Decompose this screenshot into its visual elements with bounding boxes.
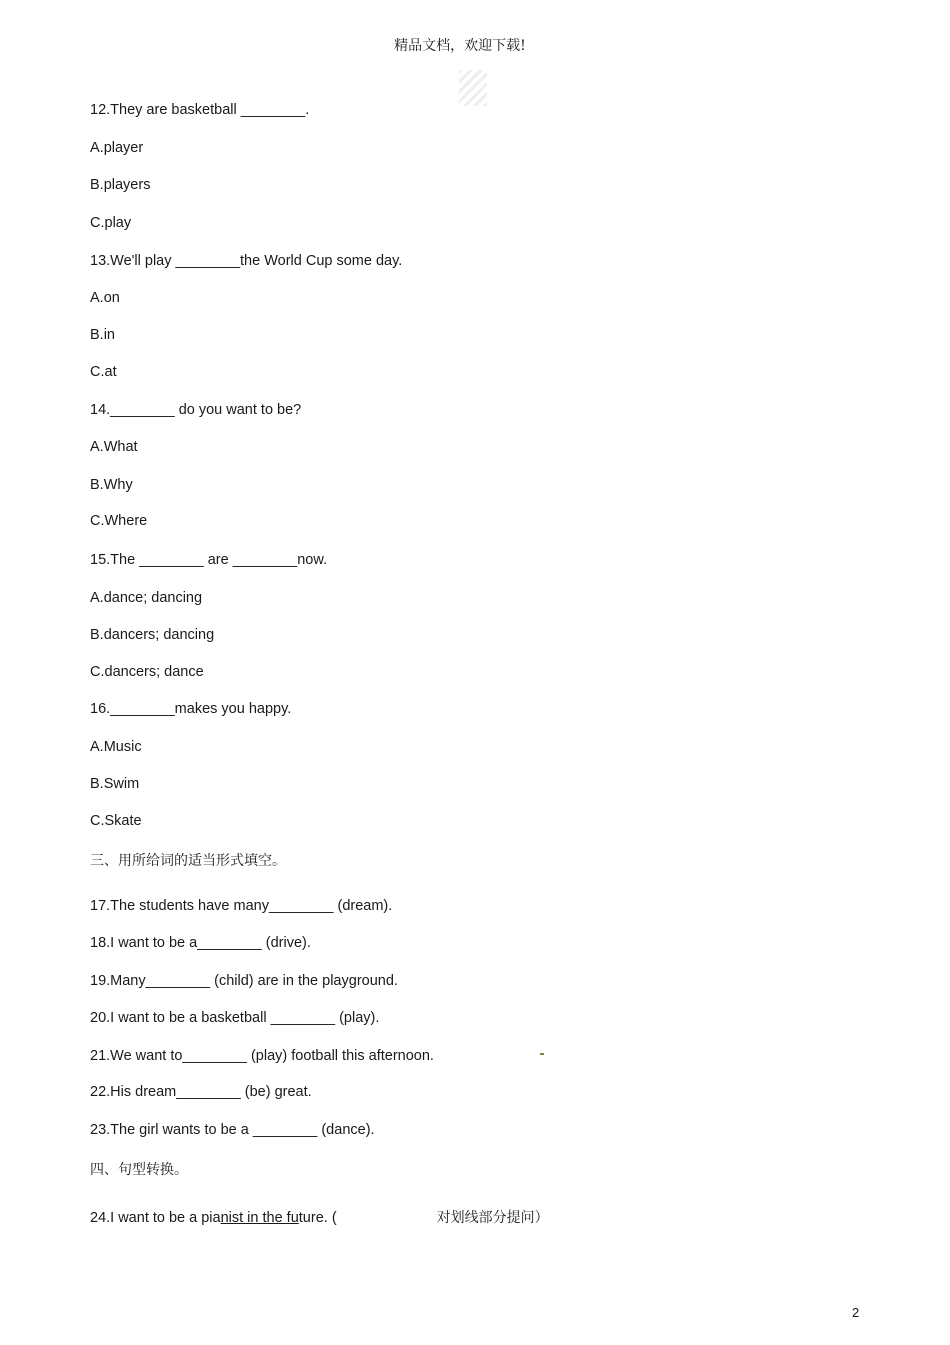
question-23: 23.The girl wants to be a ________ (dance). bbox=[90, 1122, 375, 1138]
option-16a: A.Music bbox=[90, 739, 142, 755]
question-18: 18.I want to be a________ (drive). bbox=[90, 935, 311, 951]
page-header: 精品文档，欢迎下载! bbox=[394, 38, 526, 54]
option-12b: B.players bbox=[90, 177, 151, 193]
question-14: 14.________ do you want to be? bbox=[90, 402, 302, 418]
question-20: 20.I want to be a basketball ________ (play). bbox=[90, 1010, 380, 1026]
option-15b: B.dancers; dancing bbox=[90, 627, 215, 643]
option-15c: C.dancers; dance bbox=[90, 664, 204, 680]
question-17: 17.The students have many________ (dream). bbox=[90, 898, 393, 914]
question-16: 16.________makes you happy. bbox=[90, 701, 292, 717]
question-24 bbox=[90, 1207, 549, 1227]
option-13c: C.at bbox=[90, 364, 117, 380]
q24-text-end: ture. ( bbox=[298, 1210, 337, 1226]
question-19: 19.Many________ (child) are in the playground. bbox=[90, 973, 398, 989]
section-4-heading: 四、句型转换。 bbox=[90, 1162, 188, 1178]
option-13a: A.on bbox=[90, 290, 120, 306]
stray-mark bbox=[540, 1053, 544, 1055]
decorative-watermark bbox=[459, 70, 487, 106]
question-22: 22.His dream________ (be) great. bbox=[90, 1084, 312, 1100]
option-12a: A.player bbox=[90, 140, 144, 156]
question-13: 13.We'll play ________the World Cup some day. bbox=[90, 253, 403, 269]
option-14b: B.Why bbox=[90, 477, 133, 493]
option-16b: B.Swim bbox=[90, 776, 140, 792]
q24-instruction: 对划线部分提问） bbox=[436, 1210, 549, 1226]
option-14c: C.Where bbox=[90, 513, 148, 529]
section-3-heading: 三、用所给词的适当形式填空。 bbox=[90, 853, 286, 869]
question-15: 15.The ________ are ________now. bbox=[90, 552, 328, 568]
option-13b: B.in bbox=[90, 327, 115, 343]
page-number: 2 bbox=[852, 1305, 860, 1320]
q24-text-start: 24.I want to be a pia bbox=[90, 1210, 221, 1226]
option-14a: A.What bbox=[90, 439, 138, 455]
option-16c: C.Skate bbox=[90, 813, 142, 829]
question-12: 12.They are basketball ________. bbox=[90, 102, 310, 118]
q24-underlined-text: nist in the fu bbox=[220, 1210, 299, 1226]
option-15a: A.dance; dancing bbox=[90, 590, 203, 606]
question-21: 21.We want to________ (play) football this afternoon. bbox=[90, 1048, 434, 1064]
option-12c: C.play bbox=[90, 215, 132, 231]
